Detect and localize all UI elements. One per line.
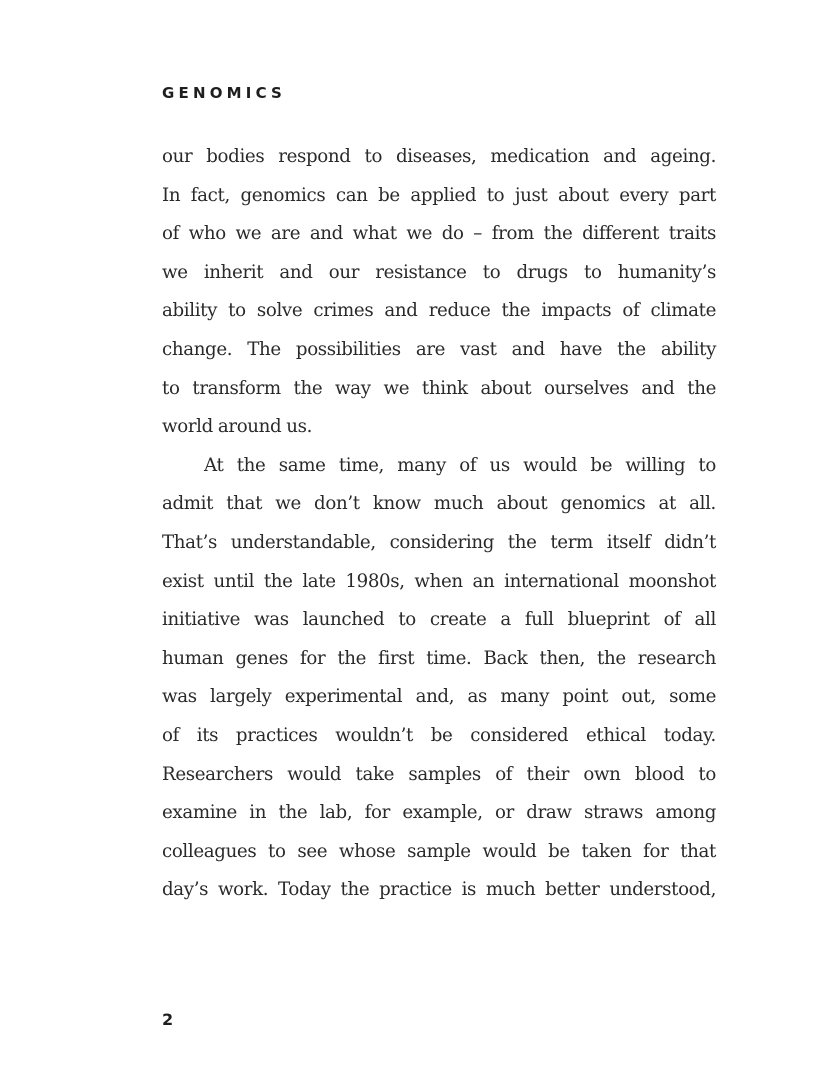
text-line: exist until the late 1980s, when an international moonshot bbox=[162, 570, 716, 592]
text-line: colleagues to see whose sample would be taken for that bbox=[162, 840, 716, 862]
running-head: GENOMICS bbox=[162, 84, 287, 102]
text-line: we inherit and our resistance to drugs to humanity’s bbox=[162, 261, 716, 283]
text-line: initiative was launched to create a full blueprint of all bbox=[162, 609, 716, 631]
text-line: examine in the lab, for example, or draw straws among bbox=[162, 802, 716, 824]
text-line: admit that we don’t know much about genomics at all. bbox=[162, 493, 716, 515]
text-line: change. The possibilities are vast and have the ability bbox=[162, 339, 716, 360]
text-line: human genes for the first time. Back then, the research bbox=[162, 647, 716, 669]
text-line: In fact, genomics can be applied to just about every part bbox=[162, 184, 716, 206]
text-line: Researchers would take samples of their own blood to bbox=[162, 763, 716, 785]
text-line: At the same time, many of us would be willing to bbox=[204, 454, 716, 476]
text-line: world around us. bbox=[162, 416, 313, 438]
text-line: That’s understandable, considering the term itself didn’t bbox=[162, 532, 716, 553]
text-line: to transform the way we think about ourselves and the bbox=[162, 377, 716, 399]
text-line: ability to solve crimes and reduce the impacts of climate bbox=[162, 300, 716, 322]
text-line: was largely experimental and, as many point out, some bbox=[162, 686, 716, 708]
text-line: of who we are and what we do – from the different traits bbox=[162, 223, 716, 245]
text-line: of its practices wouldn’t be considered ethical today. bbox=[162, 725, 716, 746]
text-line: day’s work. Today the practice is much better understood, bbox=[162, 879, 716, 901]
page-number: 2 bbox=[162, 1010, 174, 1029]
text-line: our bodies respond to diseases, medication and ageing. bbox=[162, 146, 716, 167]
